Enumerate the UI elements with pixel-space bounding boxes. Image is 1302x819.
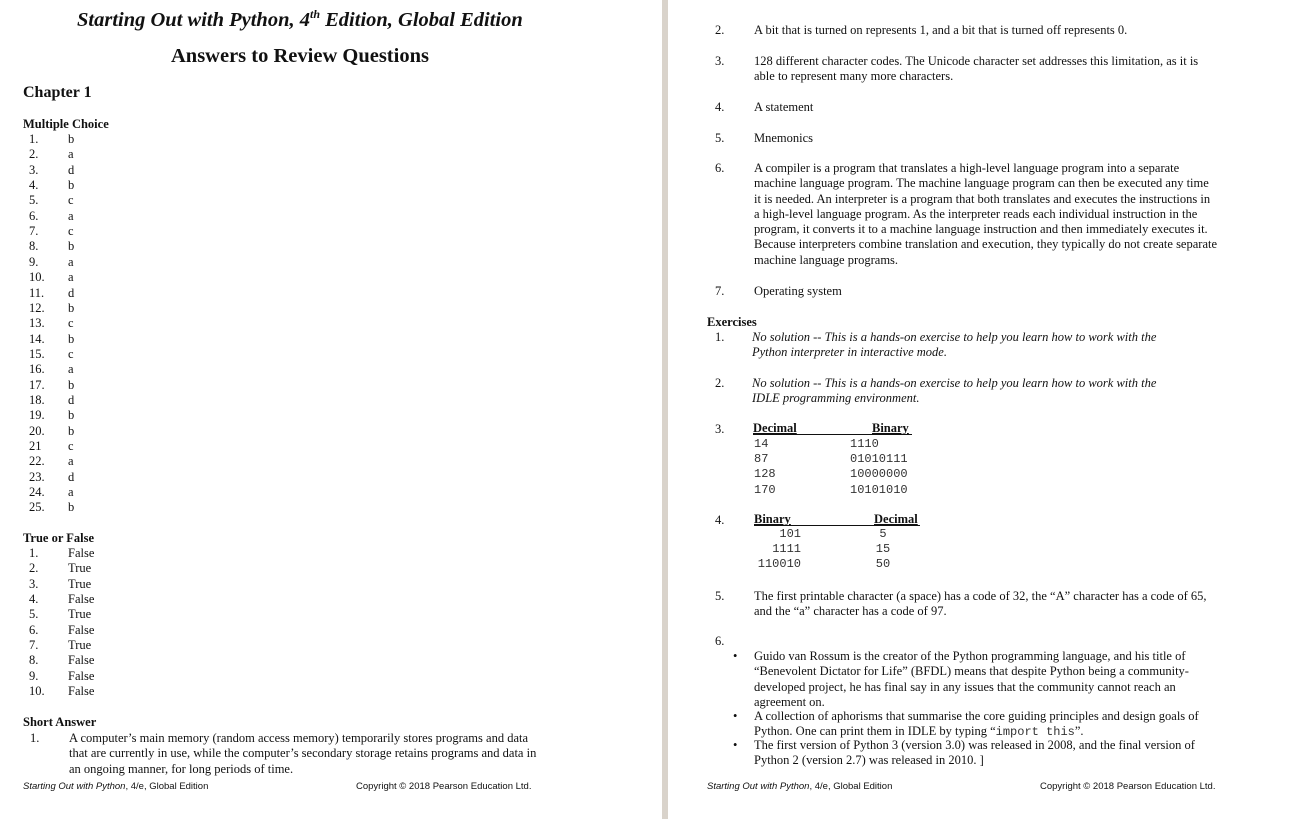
mc-question-number: 18. [29,392,45,407]
short-answer-number: 7. [715,284,725,298]
short-answer-text: A bit that is turned on represents 1, and a bit that is turned off represents 0. [754,23,1128,37]
exercise-3-number: 3. [715,422,725,436]
tf-answer: True [68,576,92,591]
binary-value: 1111 [772,542,801,557]
mc-answer: d [68,285,75,300]
document-title: Starting Out with Python, 4th Edition, Global Edition [77,7,523,31]
mc-answer: a [68,454,74,469]
mc-question-number: 1. [29,132,39,146]
decimal-value: 14 [754,437,769,451]
tf-answer: False [68,653,95,668]
mc-question-number: 11. [29,285,45,300]
bullet-icon: • [733,649,738,663]
footer-book-title: Starting Out with Python, 4/e, Global Edition [23,781,209,792]
short-answer-text: A statement [754,100,814,114]
exercise-6-number: 6. [715,634,725,648]
mc-question-number: 2. [29,147,39,162]
chapter-heading: Chapter 1 [23,84,92,101]
short-answer-number: 3. [715,54,725,68]
footer-book-title: Starting Out with Python, 4/e, Global Edition [707,781,893,792]
mc-question-number: 7. [29,224,39,239]
short-answer-number: 6. [715,161,725,175]
mc-answer: b [68,132,75,146]
decimal-value: 15 [875,542,891,557]
tf-answer: False [68,592,95,607]
tf-answer: True [68,638,92,653]
exercise-1-number: 1. [715,330,725,344]
short-answer-text: A compiler is a program that translates a high-level language program into a separate machine language program. The machine language program can then be executed any time it is needed. An interpreter is a program that both translates and executes the instructions in a high-level language program. As the interpreter reads each individual instruction in the program, it converts it to a machine language instruction and then immediately executes it. Because interpreters combine translation and execution, they typically do not create separate machine language programs. [754,161,1218,267]
tf-question-number: 2. [29,561,39,576]
mc-question-number: 16. [29,362,45,377]
tf-answer: False [68,546,95,560]
tf-question-number: 10. [29,684,45,699]
tf-question-number: 4. [29,592,39,607]
tf-answer: False [68,668,95,683]
mc-answer: d [68,469,75,484]
binary-value: 10101010 [850,482,908,497]
tf-answer: False [68,684,95,699]
binary-value: 110010 [757,557,801,572]
exercise-2-text: No solution -- This is a hands-on exercise to help you learn how to work with the IDLE programming environment. [752,376,1157,406]
mc-question-number: 6. [29,208,39,223]
binary-column-header: Binary [754,512,791,526]
binary-column-header: Binary [872,421,909,435]
mc-answer: c [68,346,74,361]
exercise-3-table-header [753,421,913,437]
mc-answer: d [68,162,75,177]
short-answer-text: Mnemonics [754,131,814,145]
mc-answer: c [68,316,74,331]
exercise-2-number: 2. [715,376,725,390]
true-false-heading: True or False [23,531,95,545]
code-snippet: import this [995,725,1075,740]
short-answer-text: Operating system [754,284,842,298]
mc-question-number: 13. [29,316,45,331]
mc-answer: b [68,408,75,423]
short-answer-number: 1. [30,731,40,745]
exercise-4-number: 4. [715,513,725,527]
short-answer-number: 5. [715,131,725,145]
mc-answer: b [68,178,75,193]
mc-answer: a [68,362,74,377]
tf-question-number: 1. [29,546,39,560]
mc-question-number: 14. [29,331,45,346]
binary-value: 10000000 [850,467,908,482]
binary-value: 101 [779,527,801,541]
tf-answer: True [68,607,92,622]
bullet-icon: • [733,709,738,723]
tf-question-number: 6. [29,622,39,637]
mc-question-number: 4. [29,178,39,193]
bullet-icon: • [733,738,738,752]
exercise-4-table-header [754,512,922,528]
exercise-6-bullet-1: • Guido van Rossum is the creator of the Python programming language, and his title of “Benevolent Dictator for Life” (BFDL) means that despite Python being a community- developed project, he has final say in any issues that the community cannot reach an agreement on. [733,649,1189,709]
mc-answer: a [68,270,74,285]
mc-question-number: 12. [29,300,45,315]
decimal-value: 87 [754,452,769,467]
mc-question-number: 10. [29,270,45,285]
tf-answer: True [68,561,92,576]
mc-answer: d [68,392,75,407]
footer-copyright: Copyright © 2018 Pearson Education Ltd. [356,781,532,792]
mc-question-number: 19. [29,408,45,423]
exercise-6-bullet-2: • A collection of aphorisms that summarise the core guiding principles and design goals of Python. One can print them in IDLE by typing “import this”. [733,709,1199,740]
short-answer-number: 2. [715,23,725,37]
mc-question-number: 17. [29,377,45,392]
decimal-value: 128 [754,467,776,482]
tf-question-number: 9. [29,668,39,683]
exercise-5-text: The first printable character (a space) has a code of 32, the “A” character has a code of 65, and the “a” character has a code of 97. [754,589,1207,619]
binary-value: 01010111 [850,452,908,467]
mc-answer: c [68,439,74,453]
mc-answer: b [68,377,75,392]
mc-question-number: 20. [29,423,45,438]
tf-question-number: 8. [29,653,39,668]
short-answer-text: 128 different character codes. The Unicode character set addresses this limitation, as it is able to represent many more characters. [754,54,1199,84]
mc-question-number: 9. [29,254,39,269]
mc-question-number: 5. [29,193,39,208]
mc-answer: b [68,300,75,315]
mc-question-number: 15. [29,346,45,361]
decimal-value: 50 [875,557,891,572]
short-answer-number: 4. [715,100,725,114]
decimal-value: 5 [879,527,887,541]
mc-question-number: 25. [29,500,45,515]
exercises-heading: Exercises [707,315,757,329]
document-subtitle: Answers to Review Questions [171,45,429,67]
short-answer-heading: Short Answer [23,715,97,729]
mc-question-number: 22. [29,454,45,469]
footer-copyright: Copyright © 2018 Pearson Education Ltd. [1040,781,1216,792]
mc-answer: b [68,239,75,254]
exercise-5-number: 5. [715,589,725,603]
mc-answer: a [68,147,74,162]
mc-question-number: 8. [29,239,39,254]
mc-answer: c [68,224,74,239]
mc-question-number: 21 [29,439,42,453]
mc-answer: b [68,331,75,346]
exercise-6-bullet-3: • The first version of Python 3 (version 3.0) was released in 2008, and the final version of Python 2 (version 2.7) was released in 2010. ] [733,738,1195,768]
right-page [668,0,1302,819]
short-answer-1-text: A computer’s main memory (random access memory) temporarily stores programs and data that are currently in use, while the computer’s secondary storage retains programs and data in an ongoing manner, for long periods of time. [69,731,537,776]
exercise-1-text: No solution -- This is a hands-on exercise to help you learn how to work with the Python interpreter in interactive mode. [752,330,1157,360]
multiple-choice-heading: Multiple Choice [23,117,109,131]
decimal-column-header: Decimal [874,512,918,526]
mc-answer: b [68,423,75,438]
mc-question-number: 24. [29,485,45,500]
mc-answer: c [68,193,74,208]
tf-question-number: 5. [29,607,39,622]
decimal-value: 170 [754,482,776,497]
decimal-column-header: Decimal [753,421,797,435]
tf-question-number: 3. [29,576,39,591]
mc-answer: a [68,208,74,223]
mc-question-number: 3. [29,162,39,177]
mc-answer: b [68,500,75,515]
tf-question-number: 7. [29,638,39,653]
mc-answer: a [68,485,74,500]
mc-question-number: 23. [29,469,45,484]
tf-answer: False [68,622,95,637]
mc-answer: a [68,254,74,269]
binary-value: 1110 [850,437,879,451]
